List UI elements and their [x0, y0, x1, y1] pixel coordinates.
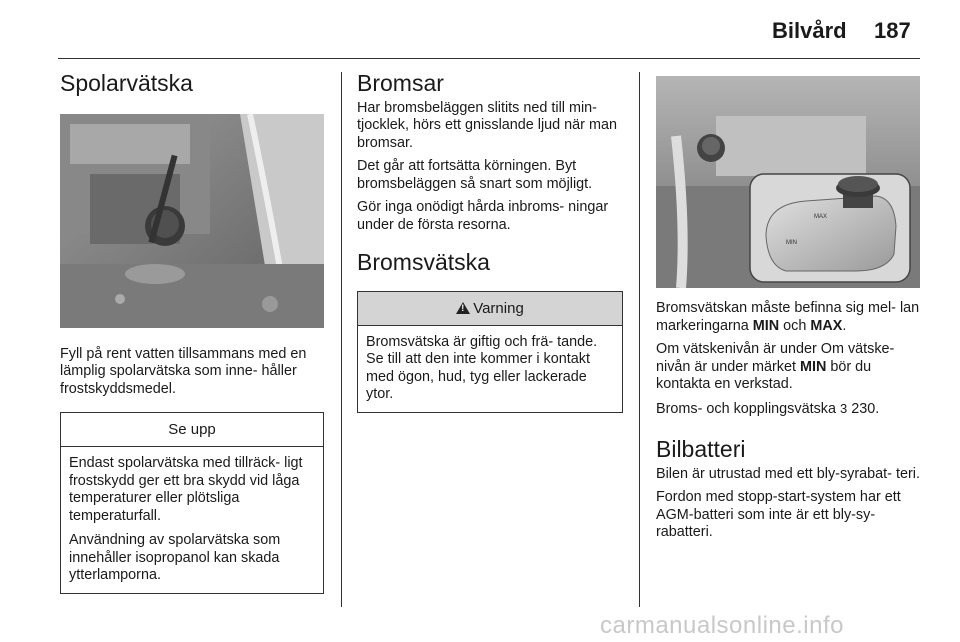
- min-marking: MIN: [752, 317, 780, 334]
- column-brakes: [357, 70, 623, 413]
- fluid-reference-text: [656, 400, 922, 419]
- header-rule: [58, 58, 920, 59]
- battery-paragraph: Bilen är utrustad med ett bly-syrabat- teri.: [656, 465, 920, 482]
- text-run: och: [779, 317, 811, 334]
- column-divider-left: [341, 72, 342, 607]
- caution-paragraph: Endast spolarvätska med tillräck- ligt frostskydd ger ett bra skydd vid låga temperaturer eller plötsliga temperaturfall.: [69, 455, 303, 524]
- caution-box: [60, 412, 324, 594]
- caution-box-title: Se upp: [61, 413, 323, 447]
- page-reference-link[interactable]: 230.: [851, 400, 880, 417]
- page-reference-arrow-icon: 3: [839, 400, 848, 416]
- watermark: carmanualsonline.info: [600, 612, 844, 639]
- warning-box-header: [358, 292, 622, 326]
- inset-min-label: MIN: [786, 240, 797, 246]
- text-run: Broms- och kopplingsvätska: [656, 400, 840, 417]
- max-marking: MAX: [810, 317, 843, 334]
- text-run: Om vätskenivån är under Om vätske- nivån är under märket: [656, 341, 895, 375]
- brakes-paragraph: Gör inga onödigt hårda inbroms- ningar under de första resorna.: [357, 199, 609, 233]
- caution-paragraph: Användning av spolarvätska som innehåller isopropanol kan skada ytterlamporna.: [69, 532, 281, 584]
- section-heading-brakes: Bromsar: [357, 70, 444, 96]
- running-header-title: Bilvård: [772, 18, 847, 43]
- brakes-paragraph: Det går att fortsätta körningen. Byt bromsbeläggen så snart som möjligt.: [357, 158, 593, 192]
- column-washer-fluid: [60, 70, 324, 594]
- section-heading-battery: Bilbatteri: [656, 436, 746, 462]
- text-run: bör du kontakta en verkstad.: [656, 358, 872, 392]
- inset-max-label: MAX: [814, 214, 828, 220]
- brakes-paragraph: Har bromsbeläggen slitits ned till min- tjocklek, hörs ett gnisslande ljud när man bromsar.: [357, 99, 617, 151]
- section-heading-brake-fluid: Bromsvätska: [357, 249, 490, 276]
- column-divider-right: [639, 72, 640, 607]
- brake-fluid-reservoir-photo: [656, 76, 920, 288]
- text-run: Bromsvätskan måste befinna sig mel- lan markeringarna: [656, 300, 920, 334]
- section-heading-washer-fluid: Spolarvätska: [60, 70, 193, 96]
- washer-fluid-reservoir-photo: [60, 114, 324, 328]
- washer-fluid-text: Fyll på rent vatten tillsammans med en lämplig spolarvätska som inne- håller frostskyddsmedel.: [60, 345, 307, 397]
- column-brake-fluid-battery: [656, 70, 922, 542]
- page-number: 187: [874, 18, 911, 43]
- warning-triangle-icon: [456, 302, 470, 314]
- battery-paragraph: Fordon med stopp-start-system har ett AGM-batteri som inte är ett bly-sy- rabatteri.: [656, 489, 901, 541]
- warning-box: [357, 291, 623, 413]
- text-run: .: [842, 317, 847, 334]
- brake-fluid-level-text: [656, 300, 922, 335]
- warning-box-title: Varning: [473, 299, 524, 317]
- warning-text: Bromsvätska är giftig och frä- tande. Se till att den inte kommer i kontakt med ögon, hud, tyg eller lackerade ytor.: [366, 333, 598, 403]
- brake-fluid-low-text: [656, 341, 922, 394]
- min-marking: MIN: [799, 358, 827, 375]
